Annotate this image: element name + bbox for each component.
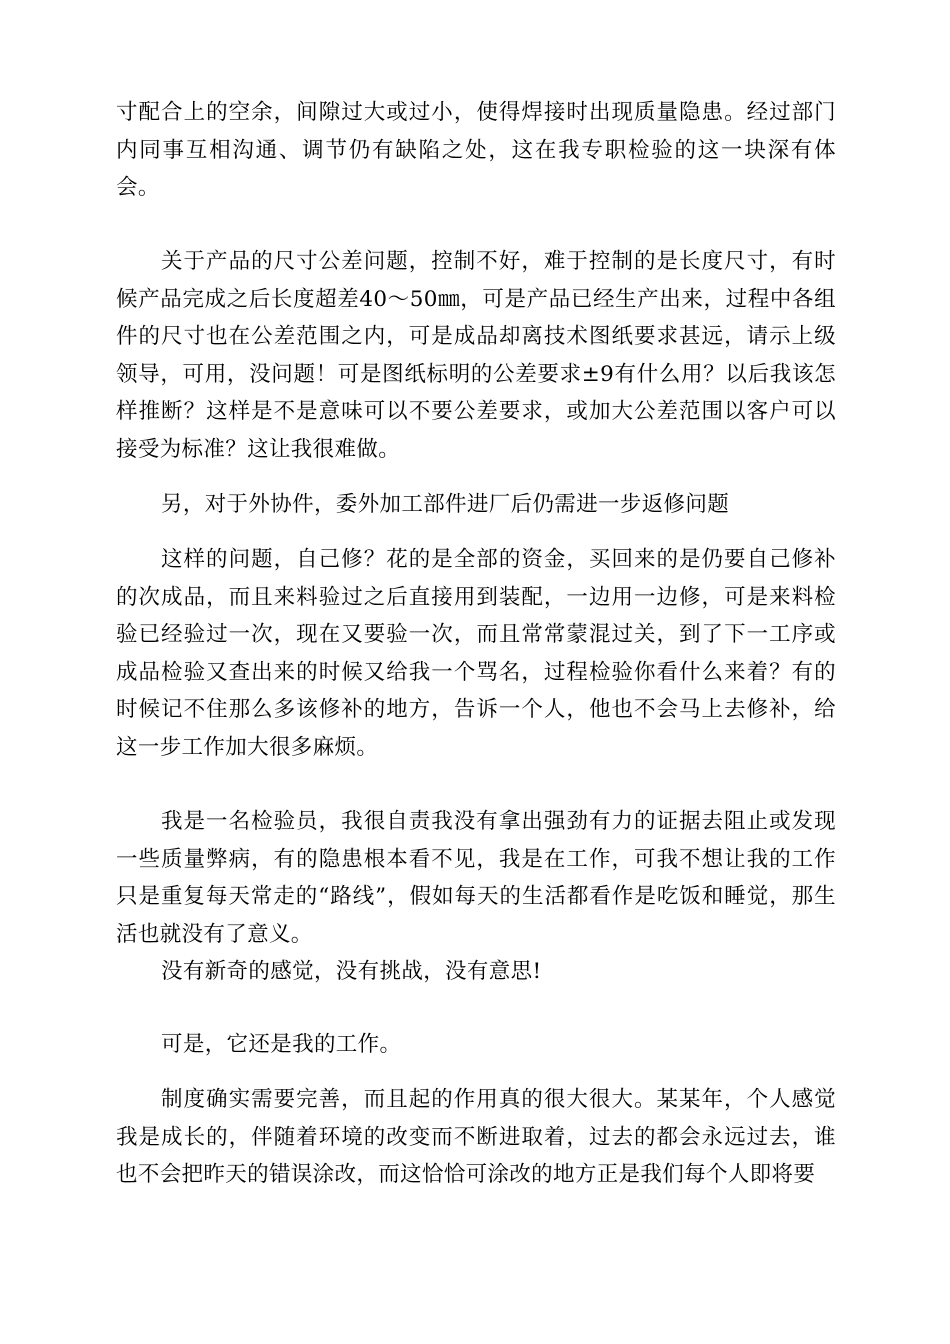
- paragraph-7: 可是，它还是我的工作。: [161, 1032, 402, 1057]
- paragraph-2: 关于产品的尺寸公差问题，控制不好，难于控制的是长度尺寸，有时候产品完成之后长度超差40～50㎜，可是产品已经生产出来，过程中各组件的尺寸也在公差范围之内，可是成品却离技术图纸要求甚远，请示上级领导，可用，没问题！可是图纸标明的公差要求±9有什么用？以后我该怎样推断？这样是不是意味可以不要公差要求，或加大公差范围以客户可以接受为标准？这让我很难做。: [116, 249, 836, 462]
- paragraph-8: 制度确实需要完善，而且起的作用真的很大很大。某某年，个人感觉我是成长的，伴随着环境的改变而不断进取着，过去的都会永远过去，谁也不会把昨天的错误涂改，而这恰恰可涂改的地方正是我们每个人即将要: [116, 1087, 836, 1187]
- paragraph-3: 另，对于外协件，委外加工部件进厂后仍需进一步返修问题: [161, 492, 730, 517]
- paragraph-6: 没有新奇的感觉，没有挑战，没有意思!: [161, 959, 542, 984]
- paragraph-1: 寸配合上的空余，间隙过大或过小，使得焊接时出现质量隐患。经过部门内同事互相沟通、调节仍有缺陷之处，这在我专职检验的这一块深有体会。: [116, 100, 836, 200]
- paragraph-4: 这样的问题，自己修？花的是全部的资金，买回来的是仍要自己修补的次成品，而且来料验过之后直接用到装配，一边用一边修，可是来料检验已经验过一次，现在又要验一次，而且常常蒙混过关，到了下一工序或成品检验又查出来的时候又给我一个骂名，过程检验你看什么来着？有的时候记不住那么多该修补的地方，告诉一个人，他也不会马上去修补，给这一步工作加大很多麻烦。: [116, 547, 836, 760]
- paragraph-5: 我是一名检验员，我很自责我没有拿出强劲有力的证据去阻止或发现一些质量弊病，有的隐患根本看不见，我是在工作，可我不想让我的工作只是重复每天常走的“路线”，假如每天的生活都看作是吃饭和睡觉，那生活也就没有了意义。: [116, 809, 836, 947]
